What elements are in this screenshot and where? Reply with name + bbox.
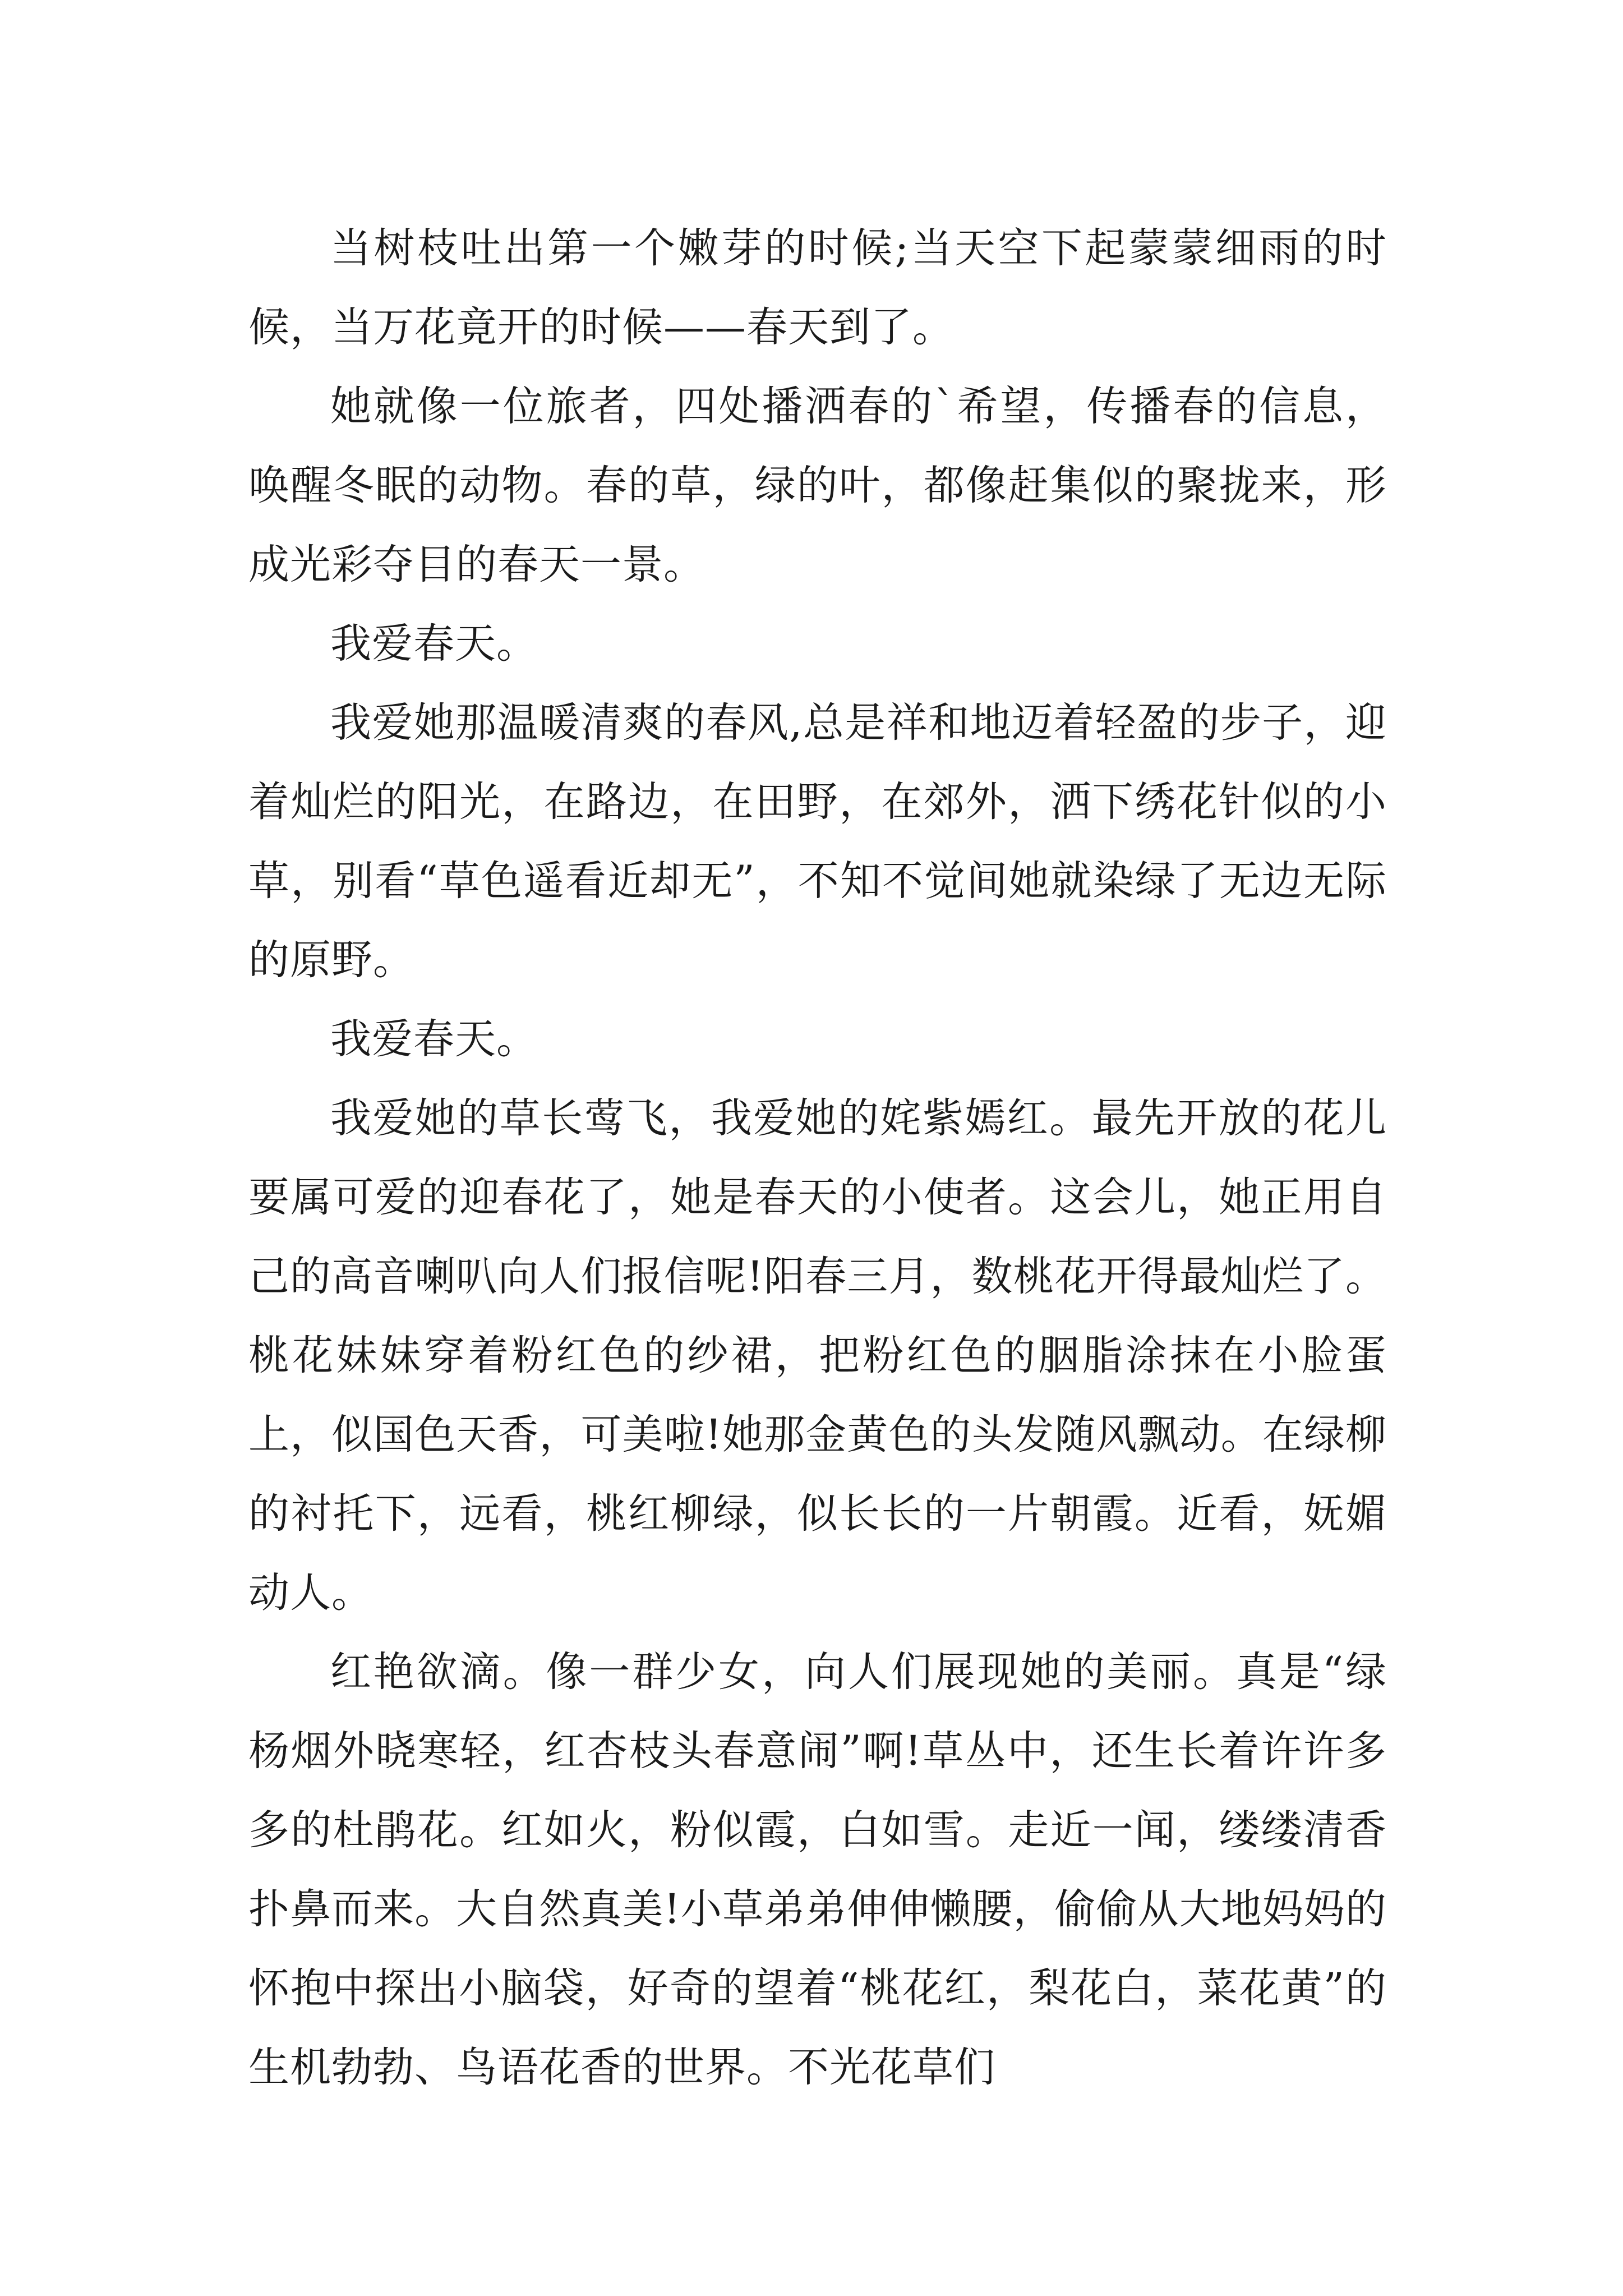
- paragraph-6: 我爱她的草长莺飞，我爱她的姹紫嫣红。最先开放的花儿要属可爱的迎春花了，她是春天的小使者。这会儿，她正用自己的高音喇叭向人们报信呢!阳春三月，数桃花开得最灿烂了。桃花妹妹穿着粉红色的纱裙，把粉红色的胭脂涂抹在小脸蛋上，似国色天香，可美啦!她那金黄色的头发随风飘动。在绿柳的衬托下，远看，桃红柳绿，似长长的一片朝霞。近看，妩媚动人。: [248, 1094, 1387, 1617]
- paragraph-4: 我爱她那温暖清爽的春风,总是祥和地迈着轻盈的步子，迎着灿烂的阳光，在路边，在田野，在郊外，洒下绣花针似的小草，别看“草色遥看近却无”，不知不觉间她就染绿了无边无际的原野。: [248, 699, 1387, 984]
- paragraph-7: 红艳欲滴。像一群少女，向人们展现她的美丽。真是“绿杨烟外晓寒轻，红杏枝头春意闹”啊!草丛中，还生长着许许多多的杜鹃花。红如火，粉似霞，白如雪。走近一闻，缕缕清香扑鼻而来。大自然真美!小草弟弟伸伸懒腰，偷偷从大地妈妈的怀抱中探出小脑袋，好奇的望着“桃花红，梨花白，菜花黄”的生机勃勃、鸟语花香的世界。不光花草们: [248, 1648, 1387, 2091]
- paragraph-3: 我爱春天。: [330, 620, 538, 668]
- document-body: [248, 209, 1387, 2107]
- paragraph-5: 我爱春天。: [330, 1015, 538, 1063]
- paragraph-1: 当树枝吐出第一个嫩芽的时候;当天空下起蒙蒙细雨的时候，当万花竟开的时候——春天到了。: [248, 224, 1387, 351]
- paragraph-2: 她就像一位旅者，四处播洒春的`希望，传播春的信息，唤醒冬眠的动物。春的草，绿的叶，都像赶集似的聚拢来，形成光彩夺目的春天一景。: [248, 383, 1387, 588]
